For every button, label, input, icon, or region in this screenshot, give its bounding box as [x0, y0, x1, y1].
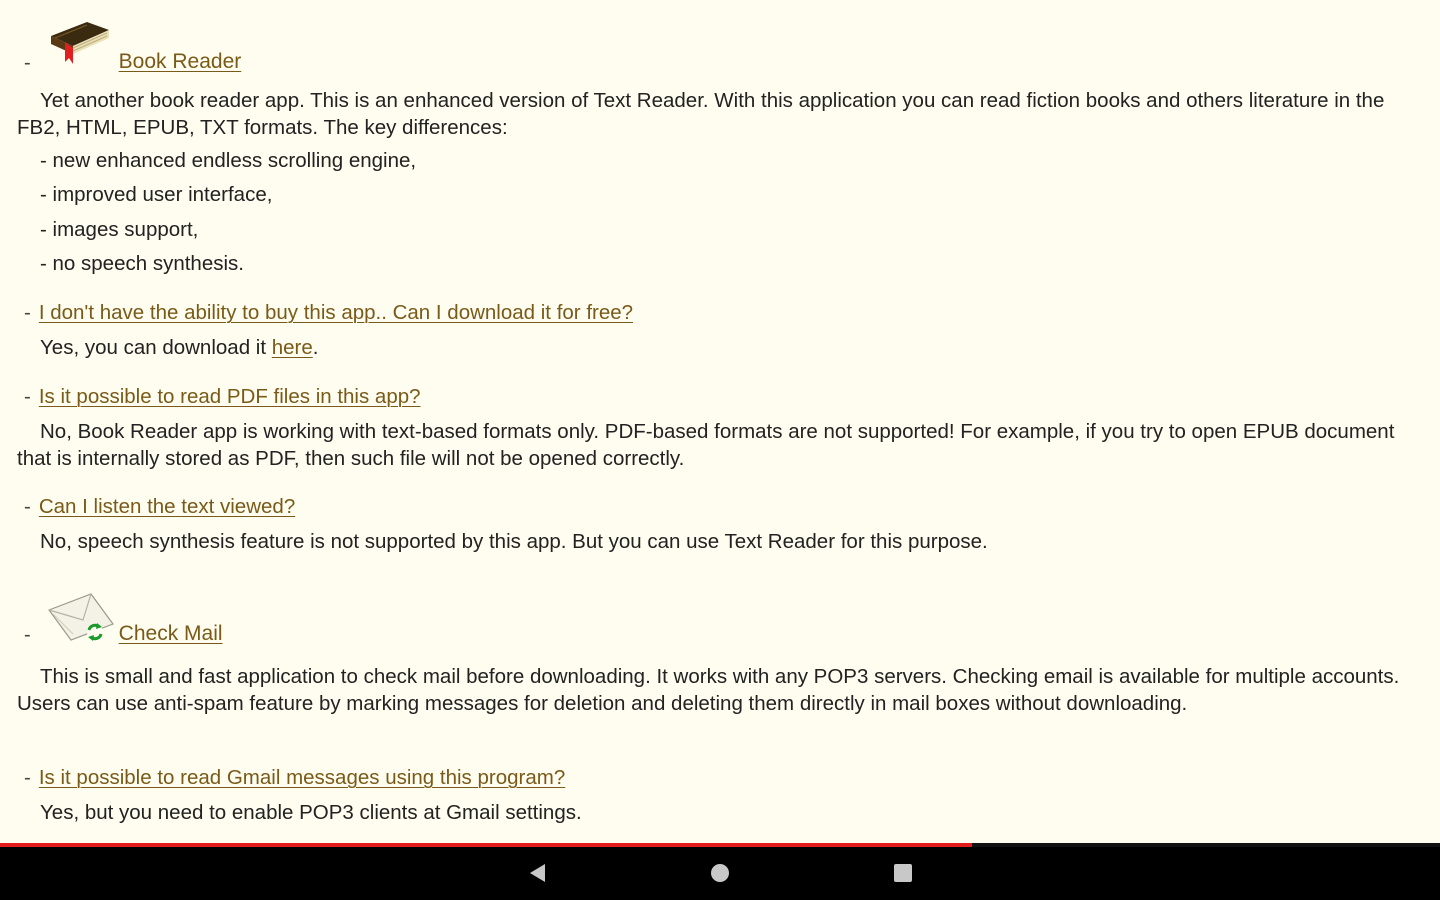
- feature-item: - images support,: [40, 218, 199, 241]
- faq-question: [24, 384, 421, 410]
- faq-question-link[interactable]: Is it possible to read Gmail messages using this program?: [38, 766, 566, 789]
- book-reader-description: Yet another book reader app. This is an enhanced version of Text Reader. With this application you can read fiction books and others literature in the FB2, HTML, EPUB, TXT formats. The key differences:: [17, 89, 1385, 139]
- faq-answer: [40, 335, 318, 361]
- book-reader-title-link[interactable]: Book Reader: [118, 50, 242, 73]
- faq-question: [24, 494, 295, 520]
- faq-question-link[interactable]: Can I listen the text viewed?: [38, 495, 296, 518]
- faq-question: [24, 300, 633, 326]
- envelope-refresh-icon: [47, 590, 117, 646]
- back-triangle-icon[interactable]: [528, 862, 550, 884]
- feature-item: - new enhanced endless scrolling engine,: [40, 149, 417, 172]
- dash: -: [24, 624, 31, 646]
- feature-item: - no speech synthesis.: [40, 252, 244, 275]
- system-navigation-bar: [0, 847, 1440, 900]
- faq-answer: No, Book Reader app is working with text-based formats only. PDF-based formats are not supported! For example, if you try to open EPUB document that is internally stored as PDF, then such file will not be opened correctly.: [17, 420, 1395, 470]
- faq-question-link[interactable]: Is it possible to read PDF files in this app?: [38, 385, 421, 408]
- dash: -: [24, 301, 31, 324]
- home-circle-icon[interactable]: [709, 862, 731, 884]
- feature-item: - improved user interface,: [40, 183, 273, 206]
- faq-question: [24, 765, 565, 791]
- recents-square-icon[interactable]: [892, 862, 914, 884]
- check-mail-description: This is small and fast application to check mail before downloading. It works with any POP3 servers. Checking email is available for multiple accounts. Users can use anti-spam feature by marking messages for deletion and deleting them directly in mail boxes without downloading.: [17, 665, 1400, 715]
- download-here-link[interactable]: here: [271, 336, 313, 359]
- dash: -: [24, 52, 31, 74]
- book-icon: [47, 18, 117, 74]
- dash: -: [24, 495, 31, 518]
- answer-text: Yes, you can download it: [40, 336, 272, 359]
- dash: -: [24, 766, 31, 789]
- check-mail-header: [24, 590, 223, 646]
- faq-answer: No, speech synthesis feature is not supported by this app. But you can use Text Reader for this purpose.: [40, 530, 988, 553]
- faq-question-link[interactable]: I don't have the ability to buy this app.. Can I download it for free?: [38, 301, 634, 324]
- check-mail-title-link[interactable]: Check Mail: [118, 622, 223, 645]
- faq-answer: Yes, but you need to enable POP3 clients at Gmail settings.: [40, 801, 582, 824]
- dash: -: [24, 385, 31, 408]
- book-reader-header: [24, 18, 241, 74]
- answer-text: .: [312, 336, 319, 359]
